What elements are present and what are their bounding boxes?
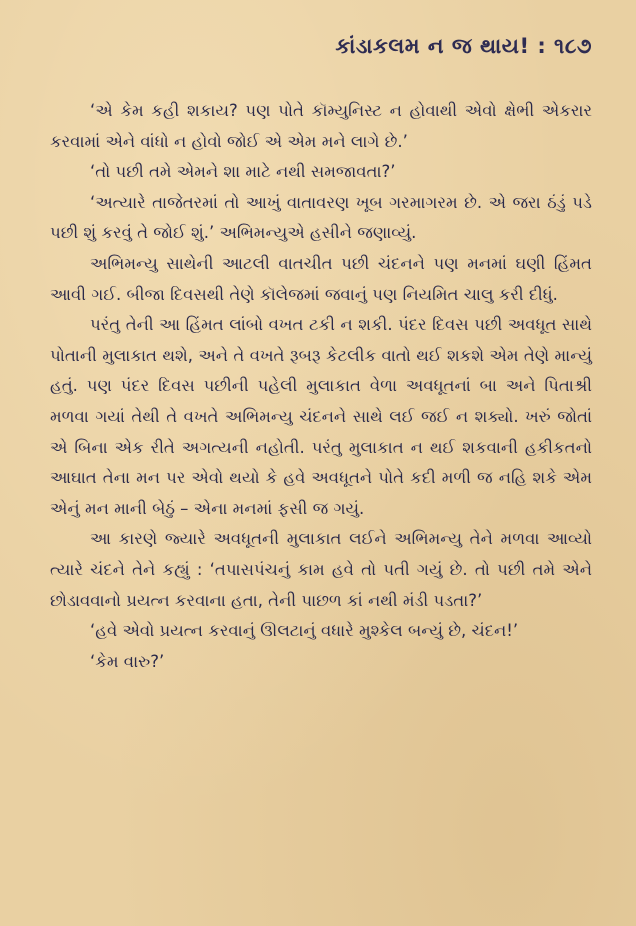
paragraph: અભિમન્યુ સાથેની આટલી વાતચીત પછી ચંદનને પણ મનમાં ઘણી હિંમત આવી ગઈ. બીજા દિવસથી તેણે કૉલેજમાં જવાનું પણ નિયમિત ચાલુ કરી દીધું. xyxy=(50,253,592,304)
paragraph: પરંતુ તેની આ હિંમત લાંબો વખત ટકી ન શકી. પંદર દિવસ પછી અવધૂત સાથે પોતાની મુલાકાત થશે, અને તે વખતે રૂબરૂ કેટલીક વાતો થઈ શકશે એમ તેણે માન્યું હતું. પણ પંદર દિવસ પછીની પહેલી મુલાકાત વેળા અવધૂતનાં બા અને પિતાશ્રી મળવા ગયાં તેથી તે વખતે અભિમન્યુ ચંદનને સાથે લઈ જઈ ન શક્યો. ખરું જોતાં એ બિના એક રીતે અગત્યની નહોતી. પરંતુ મુલાકાત ન થઈ શકવાની હકીકતનો આઘાત તેના મન પર એવો થયો કે હવે અવધૂતને પોતે કદી મળી જ નહિ શકે એમ એનું મન માની બેઠું – એના મનમાં ફસી જ ગયું. xyxy=(50,315,592,518)
paragraph: ‘હવે એવો પ્રયત્ન કરવાનું ઊલટાનું વધારે મુશ્કેલ બન્યું છે, ચંદન!’ xyxy=(90,621,519,641)
paragraph: આ કારણે જ્યારે અવધૂતની મુલાકાત લઈને અભિમન્યુ તેને મળવા આવ્યો ત્યારે ચંદને તેને કહ્યું : ‘તપાસપંચનું કામ હવે તો પતી ગયું છે. તો પછી તમે એને છોડાવવાનો પ્રયત્ન કરવાના હતા, તેની પાછળ કાં નથી મંડી પડતા?’ xyxy=(50,529,592,610)
paragraph: ‘તો પછી તમે એમને શા માટે નથી સમજાવતા?’ xyxy=(90,162,396,182)
paragraph: ‘એ કેમ કહી શકાય? પણ પોતે કૉમ્યુનિસ્ટ ન હોવાથી એવો ક્ષેભી એકરાર કરવામાં એને વાંધો ન હોવો જોઈ એ એમ મને લાગે છે.’ xyxy=(50,101,592,151)
paragraph: ‘અત્યારે તાજેતરમાં તો આખું વાતાવરણ ખૂબ ગરમાગરમ છે. એ જરા ઠંડું પડે પછી શું કરવું તે જોઈ શું.’ અભિમન્યુએ હસીને જણાવ્યું. xyxy=(50,192,592,243)
page-body xyxy=(50,96,592,677)
running-header: કાંડાકલમ ન જ થાય! : ૧૮૭ xyxy=(335,34,592,58)
paragraph: ‘કેમ વારુ?’ xyxy=(90,651,165,671)
